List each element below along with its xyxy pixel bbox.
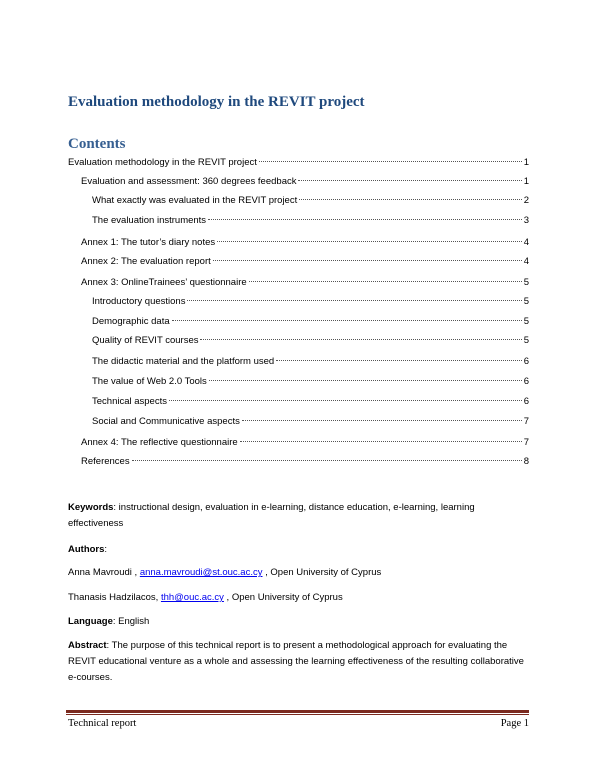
toc-entry-page: 7 <box>523 416 529 427</box>
authors-suffix: : <box>104 544 108 555</box>
author-email-link[interactable]: thh@ouc.ac.cy <box>160 592 224 603</box>
toc-entry[interactable] <box>81 455 529 469</box>
language-paragraph <box>68 614 530 630</box>
toc-entry-page: 6 <box>523 396 529 407</box>
toc-leader <box>187 300 521 301</box>
toc-entry-title: Quality of REVIT courses <box>92 335 199 346</box>
toc-entry-title: Introductory questions <box>92 296 186 307</box>
author-email-link[interactable]: anna.mavroudi@st.ouc.ac.cy <box>139 567 263 578</box>
toc-entry-title: The didactic material and the platform used <box>92 356 275 367</box>
toc-entry-page: 4 <box>523 256 529 267</box>
author-affiliation: , Open University of Cyprus <box>223 592 343 603</box>
toc-entry-page: 5 <box>523 296 529 307</box>
footer-title: Technical report <box>68 718 137 729</box>
toc-leader <box>172 320 522 321</box>
keywords-text: : instructional design, evaluation in e-learning, distance education, e-learning, learning effectiveness <box>68 502 475 529</box>
toc-entry-page: 2 <box>523 195 529 206</box>
toc-entry[interactable] <box>81 175 529 189</box>
toc-entry-title: References <box>81 456 130 467</box>
toc-leader <box>169 400 522 401</box>
toc-entry-page: 1 <box>523 176 529 187</box>
toc-leader <box>208 219 522 220</box>
toc-entry-page: 7 <box>523 437 529 448</box>
toc-entry-title: Technical aspects <box>92 396 167 407</box>
toc-entry[interactable] <box>92 194 529 208</box>
footer-rule <box>66 710 529 713</box>
toc-leader <box>276 360 522 361</box>
author-affiliation: , Open University of Cyprus <box>262 567 382 578</box>
contents-heading: Contents <box>68 136 126 152</box>
toc-entry[interactable] <box>81 255 529 269</box>
toc-entry-title: Evaluation methodology in the REVIT project <box>68 157 257 168</box>
toc-leader <box>259 161 522 162</box>
keywords-label: Keywords <box>68 502 114 513</box>
toc-leader <box>213 260 522 261</box>
toc-entry[interactable] <box>92 355 529 369</box>
toc-entry-page: 1 <box>523 157 529 168</box>
abstract-text: : The purpose of this technical report is to present a methodological approach for evaluating the REVIT educational venture as a whole and assessing the learning effectiveness of the resulting collaborative e-courses. <box>68 640 524 683</box>
toc-leader <box>240 441 522 442</box>
authors-label: Authors <box>68 544 105 555</box>
toc-entry-title: Social and Communicative aspects <box>92 416 240 427</box>
toc-entry[interactable] <box>92 415 529 429</box>
toc-entry-page: 6 <box>523 356 529 367</box>
abstract-paragraph <box>68 638 530 686</box>
toc-entry-title: Evaluation and assessment: 360 degrees feedback <box>81 176 297 187</box>
toc-leader <box>299 199 521 200</box>
toc-leader <box>298 180 521 181</box>
toc-leader <box>249 281 522 282</box>
toc-entry-title: The evaluation instruments <box>92 215 207 226</box>
author-line-1 <box>68 565 530 581</box>
toc-entry-page: 4 <box>523 237 529 248</box>
keywords-paragraph <box>68 500 530 531</box>
toc-entry-title: The value of Web 2.0 Tools <box>92 376 207 387</box>
toc-entry-title: Annex 4: The reflective questionnaire <box>81 437 238 448</box>
toc-entry[interactable] <box>92 375 529 389</box>
footer-rule-thin <box>66 714 529 715</box>
author-name: Thanasis Hadzilacos, <box>68 592 161 603</box>
author-line-2 <box>68 590 530 606</box>
abstract-label: Abstract <box>68 640 107 651</box>
footer-page-number: Page 1 <box>500 718 529 729</box>
toc-entry[interactable] <box>92 295 529 309</box>
toc-entry[interactable] <box>92 214 529 228</box>
toc-entry-page: 6 <box>523 376 529 387</box>
toc-entry[interactable] <box>81 236 529 250</box>
toc-leader <box>200 339 521 340</box>
toc-entry-title: Annex 2: The evaluation report <box>81 256 211 267</box>
toc-leader <box>132 460 522 461</box>
toc-entry[interactable] <box>92 334 529 348</box>
author-name: Anna Mavroudi , <box>68 567 140 578</box>
toc-entry-title: What exactly was evaluated in the REVIT project <box>92 195 298 206</box>
toc-entry[interactable] <box>92 315 529 329</box>
toc-entry-title: Demographic data <box>92 316 170 327</box>
toc-entry-page: 3 <box>523 215 529 226</box>
language-label: Language <box>68 616 113 627</box>
authors-heading <box>68 542 530 558</box>
toc-entry[interactable] <box>92 395 529 409</box>
document-title: Evaluation methodology in the REVIT project <box>68 94 365 110</box>
toc-entry-page: 8 <box>523 456 529 467</box>
toc-leader <box>209 380 522 381</box>
toc-entry-page: 5 <box>523 277 529 288</box>
toc-leader <box>242 420 522 421</box>
toc-entry[interactable] <box>68 156 529 170</box>
toc-entry-page: 5 <box>523 335 529 346</box>
language-text: : English <box>112 616 150 627</box>
toc-entry[interactable] <box>81 436 529 450</box>
toc-entry-title: Annex 1: The tutor’s diary notes <box>81 237 216 248</box>
toc-leader <box>217 241 522 242</box>
toc-entry-page: 5 <box>523 316 529 327</box>
toc-entry-title: Annex 3: OnlineTrainees’ questionnaire <box>81 277 247 288</box>
toc-entry[interactable] <box>81 276 529 290</box>
